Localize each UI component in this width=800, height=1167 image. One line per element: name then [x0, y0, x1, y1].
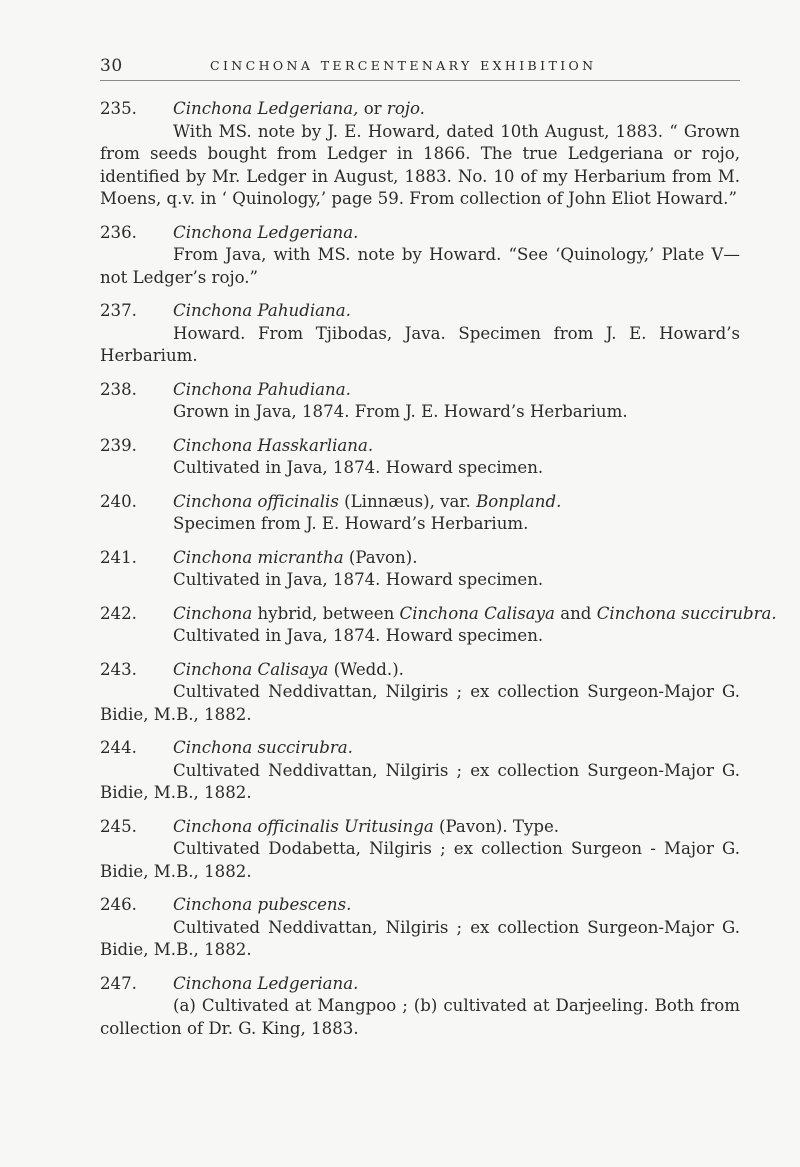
- entry-title: [173, 973, 358, 996]
- entry-number: 237.: [100, 301, 137, 320]
- entry-heading: [100, 973, 740, 996]
- entry-heading: [100, 222, 740, 245]
- entry-description: With MS. note by J. E. Howard, dated 10th August, 1883. “ Grown from seeds bought from Ledger in 1866. The true Ledgeriana or rojo, identified by Mr. Ledger in August, 1883. No. 10 of my Herbarium from M. Moens, q.v. in ‘ Quinology,’ page 59. From collection of John Eliot Howard.”: [100, 121, 740, 208]
- entry-heading: [100, 491, 740, 514]
- entry-heading: [100, 737, 740, 760]
- running-head: [100, 56, 740, 82]
- entry-title: [173, 300, 351, 323]
- entry-heading: [100, 98, 740, 121]
- entry-description: Cultivated Dodabetta, Nilgiris ; ex collection Surgeon - Major G. Bidie, M.B., 1882.: [100, 839, 740, 881]
- entry-title: [173, 603, 777, 626]
- entry-description: Cultivated Neddivattan, Nilgiris ; ex collection Surgeon-Major G. Bidie, M.B., 1882.: [100, 760, 740, 802]
- entry-description: Cultivated in Java, 1874. Howard specimen.: [173, 570, 544, 589]
- entry-title: [173, 894, 351, 917]
- entry-number: 242.: [100, 603, 137, 623]
- entry-title-part: Cinchona officinalis Uritusinga: [173, 816, 434, 836]
- catalogue-entry: [100, 659, 740, 727]
- entry-description: From Java, with MS. note by Howard. “See ‘Quinology,’ Plate V—not Ledger’s rojo.”: [100, 245, 740, 287]
- entry-title: [173, 222, 358, 245]
- catalogue-entry: [100, 973, 740, 1041]
- entry-number: 239.: [100, 435, 137, 455]
- entry-description: Cultivated Neddivattan, Nilgiris ; ex collection Surgeon-Major G. Bidie, M.B., 1882.: [100, 682, 740, 724]
- entry-heading: [100, 435, 740, 458]
- entry-description: Cultivated in Java, 1874. Howard specimen.: [173, 458, 544, 477]
- entry-title-part: Bonpland.: [476, 491, 562, 511]
- entry-title-part: Cinchona Ledgeriana.: [173, 973, 359, 993]
- entry-title-part: Cinchona Calisaya: [399, 603, 555, 623]
- entry-description: (a) Cultivated at Mangpoo ; (b) cultivated at Darjeeling. Both from collection of Dr. G. King, 1883.: [100, 996, 740, 1038]
- entry-heading: [100, 603, 777, 626]
- page-number: 30: [100, 56, 123, 76]
- entry-title-part: rojo.: [386, 99, 425, 118]
- entry-description: Howard. From Tjibodas, Java. Specimen from J. E. Howard’s Herbarium.: [100, 323, 740, 365]
- catalogue-entry: [100, 491, 740, 536]
- entry-title-part: and: [554, 603, 597, 623]
- catalogue-entry: [100, 547, 740, 592]
- catalogue-entry: [100, 816, 740, 884]
- entry-title: [173, 547, 418, 570]
- entry-heading: [100, 379, 740, 402]
- entry-number: 236.: [100, 222, 137, 242]
- catalogue-entry: [100, 435, 740, 480]
- entry-title-part: Cinchona Ledgeriana.: [173, 222, 359, 242]
- entry-title-part: Cinchona Ledgeriana,: [173, 99, 359, 118]
- entry-number: 240.: [100, 491, 137, 511]
- header-rule: [100, 80, 740, 81]
- catalogue-entry: [100, 222, 740, 290]
- entry-title-part: Cinchona succirubra.: [596, 603, 777, 623]
- entry-number: 235.: [100, 99, 137, 118]
- running-title: CINCHONA TERCENTENARY EXHIBITION: [210, 58, 597, 73]
- entry-title: [173, 98, 425, 121]
- entry-title: [173, 816, 559, 839]
- catalogue-entry: [100, 894, 740, 962]
- entry-number: 245.: [100, 816, 137, 836]
- entry-title-part: Cinchona Pahudiana.: [173, 301, 351, 320]
- catalogue-entry: [100, 379, 740, 424]
- entry-description: Specimen from J. E. Howard’s Herbarium.: [173, 514, 529, 533]
- entry-number: 243.: [100, 659, 137, 679]
- entry-title: [173, 491, 561, 514]
- entry-title-part: or: [358, 99, 387, 118]
- entry-title-part: Cinchona officinalis: [173, 491, 339, 511]
- entry-title-part: Cinchona Calisaya: [173, 659, 329, 679]
- entry-title-part: Cinchona succirubra.: [173, 738, 353, 757]
- entry-description: Cultivated in Java, 1874. Howard specimen.: [173, 626, 544, 645]
- entry-heading: [100, 659, 740, 682]
- entry-description: Cultivated Neddivattan, Nilgiris ; ex collection Surgeon-Major G. Bidie, M.B., 1882.: [100, 917, 740, 959]
- entry-number: 238.: [100, 379, 137, 399]
- entry-number: 244.: [100, 738, 137, 757]
- entry-title: [173, 737, 353, 760]
- entry-title-part: Cinchona Hasskarliana.: [173, 435, 374, 455]
- catalogue-entry: [100, 300, 740, 368]
- entry-description: Grown in Java, 1874. From J. E. Howard’s Herbarium.: [173, 402, 628, 421]
- entry-title-part: (Pavon).: [343, 547, 418, 567]
- entry-title: [173, 659, 404, 682]
- entry-title-part: Cinchona micrantha: [173, 547, 344, 567]
- catalogue-entries: [100, 98, 777, 1051]
- catalogue-entry: [100, 737, 740, 805]
- entry-number: 246.: [100, 895, 137, 914]
- entry-title: [173, 379, 351, 402]
- entry-title-part: Cinchona Pahudiana.: [173, 379, 351, 399]
- entry-number: 241.: [100, 547, 137, 567]
- entry-title-part: hybrid, between: [252, 603, 400, 623]
- catalogue-entry: [100, 603, 777, 648]
- entry-title-part: (Pavon). Type.: [433, 816, 560, 836]
- entry-title-part: (Linnæus), var.: [338, 491, 477, 511]
- entry-title-part: (Wedd.).: [328, 659, 404, 679]
- entry-title-part: Cinchona: [173, 603, 253, 623]
- entry-title-part: Cinchona pubescens.: [173, 895, 352, 914]
- entry-heading: [100, 894, 740, 917]
- catalogue-entry: [100, 98, 740, 211]
- entry-title: [173, 435, 373, 458]
- entry-heading: [100, 816, 740, 839]
- entry-number: 247.: [100, 973, 137, 993]
- entry-heading: [100, 547, 740, 570]
- entry-heading: [100, 300, 740, 323]
